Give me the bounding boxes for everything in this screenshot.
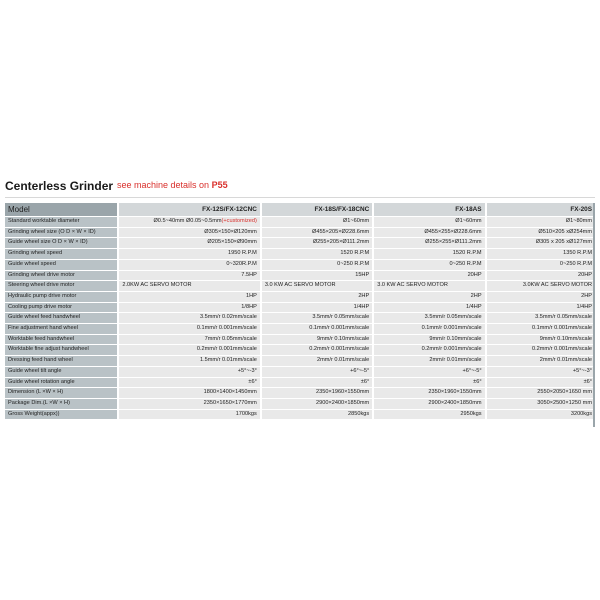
spec-value-text: 1/4HP <box>466 303 482 310</box>
spec-value <box>262 217 372 228</box>
spec-value-text: 7mm/r 0.05mm/scale <box>204 335 257 342</box>
spec-value-text: +6°~-5° <box>462 367 482 374</box>
spec-label: Gross Weight(appx)) <box>5 409 117 420</box>
spec-value <box>487 324 595 335</box>
spec-value-text: 1/8HP <box>241 303 257 310</box>
spec-value <box>262 259 372 270</box>
spec-value-text: ±6° <box>473 378 482 385</box>
spec-value-text: Ø1~60mm <box>342 218 370 224</box>
spec-value-text: 2350×1960×1550mm <box>316 389 370 396</box>
table-right-edge <box>593 203 595 427</box>
spec-value <box>262 324 372 335</box>
spec-value <box>374 356 484 367</box>
spec-value <box>374 259 484 270</box>
spec-value-text: 3.5mm/r 0.05mm/scale <box>535 314 592 321</box>
spec-value-text: 3.5mm/r 0.05mm/scale <box>312 314 370 321</box>
spec-value-text: 3.0KW AC SERVO MOTOR <box>522 282 592 289</box>
spec-value <box>374 302 484 313</box>
table-header-row <box>5 203 595 217</box>
spec-value <box>119 388 259 399</box>
spec-value-text: 20HP <box>467 271 482 278</box>
spec-value <box>374 377 484 388</box>
spec-value-text: 2HP <box>358 292 370 299</box>
spec-value <box>487 270 595 281</box>
spec-value <box>262 345 372 356</box>
spec-value-text: 2950kgs <box>460 410 482 417</box>
spec-row <box>5 270 595 281</box>
model-header-cell: FX-18AS <box>374 203 484 217</box>
spec-value <box>374 409 484 420</box>
machine-details-reference <box>117 180 228 190</box>
spec-value-text: +5°~-3° <box>572 367 592 374</box>
spec-value <box>374 313 484 324</box>
spec-value-text: 0~250 R.P.M <box>449 260 482 267</box>
spec-value-text: 3.0 KW AC SERVO MOTOR <box>264 282 336 289</box>
spec-value <box>374 238 484 249</box>
spec-value-text: +5°~-3° <box>237 367 257 374</box>
spec-value <box>374 398 484 409</box>
spec-value-text: ±6° <box>360 378 370 385</box>
spec-value-text: 2mm/r 0.01mm/scale <box>429 357 482 364</box>
spec-value <box>119 291 259 302</box>
spec-value-text: 9mm/r 0.10mm/scale <box>539 335 592 342</box>
spec-row <box>5 377 595 388</box>
spec-value <box>487 238 595 249</box>
spec-value <box>374 281 484 292</box>
spec-value-text: Ø510×205 xØ254mm <box>538 228 592 235</box>
spec-value <box>487 217 595 228</box>
spec-value-text: 0.2mm/r 0.001mm/scale <box>196 346 257 353</box>
spec-value <box>262 388 372 399</box>
spec-value-text: 1350 R.P.M <box>563 250 592 257</box>
spec-value-text: 2HP <box>581 292 592 299</box>
spec-value-text: Ø255×255×Ø111.2mm <box>425 239 482 246</box>
spec-value <box>119 366 259 377</box>
spec-value-text: ±6° <box>248 378 257 385</box>
spec-value <box>374 227 484 238</box>
spec-value-text: Ø0.5~40mm Ø0.05~0.5mm <box>153 218 222 224</box>
spec-value <box>119 302 259 313</box>
spec-value-text: 0.1mm/r 0.001mm/scale <box>196 325 257 332</box>
model-header-cell: FX-20S <box>487 203 595 217</box>
spec-value <box>119 238 259 249</box>
spec-label: Guide wheel rotation angle <box>5 377 117 388</box>
spec-value <box>487 334 595 345</box>
spec-row <box>5 217 595 228</box>
spec-row <box>5 409 595 420</box>
spec-value-text: Ø455×255×Ø228.6mm <box>424 228 482 235</box>
spec-value <box>119 227 259 238</box>
spec-value <box>487 302 595 313</box>
spec-value-text: 0.2mm/r 0.001mm/scale <box>309 346 370 353</box>
spec-value-text: 3050×2500×1250 mm <box>537 399 592 406</box>
spec-row <box>5 291 595 302</box>
spec-value-text: 9mm/r 0.10mm/scale <box>316 335 370 342</box>
spec-value <box>262 281 372 292</box>
spec-value <box>262 366 372 377</box>
spec-label: Fine adjustment hand wheel <box>5 324 117 335</box>
spec-label: Standard worktable diameter <box>5 217 117 228</box>
spec-value-text: 1800×1400×1450mm <box>203 389 257 396</box>
spec-value <box>262 238 372 249</box>
reference-page: P55 <box>211 180 228 190</box>
spec-value <box>262 356 372 367</box>
spec-value-text: Ø205×150×Ø90mm <box>207 239 257 246</box>
model-header-cell: FX-12S/FX-12CNC <box>119 203 259 217</box>
spec-value-text: 9mm/r 0.10mm/scale <box>429 335 482 342</box>
spec-row <box>5 356 595 367</box>
spec-value-text: 1950 R.P.M <box>228 250 257 257</box>
spec-label: Package Dim.(L ×W × H) <box>5 398 117 409</box>
spec-row <box>5 281 595 292</box>
spec-value <box>119 377 259 388</box>
spec-value <box>487 398 595 409</box>
spec-value-text: 1HP <box>245 292 257 299</box>
spec-value <box>487 249 595 260</box>
spec-value-text: 1/4HP <box>576 303 592 310</box>
spec-value <box>487 281 595 292</box>
spec-row <box>5 398 595 409</box>
spec-value <box>119 313 259 324</box>
spec-value <box>374 366 484 377</box>
spec-label: Guide wheel speed <box>5 259 117 270</box>
spec-value <box>119 324 259 335</box>
spec-value <box>487 409 595 420</box>
spec-row <box>5 345 595 356</box>
spec-value <box>262 291 372 302</box>
spec-table <box>5 203 595 420</box>
spec-value-text: 3200kgs <box>570 410 592 417</box>
model-header-cell: FX-18S/FX-18CNC <box>262 203 372 217</box>
spec-value-text: 15HP <box>355 271 370 278</box>
spec-value <box>487 388 595 399</box>
spec-value <box>262 409 372 420</box>
spec-value <box>262 270 372 281</box>
spec-row <box>5 227 595 238</box>
spec-value <box>374 249 484 260</box>
spec-value <box>487 259 595 270</box>
spec-value <box>262 227 372 238</box>
spec-value <box>262 249 372 260</box>
spec-row <box>5 334 595 345</box>
spec-label: Guide wheel feed handwheel <box>5 313 117 324</box>
spec-row <box>5 324 595 335</box>
spec-value <box>119 281 259 292</box>
spec-value-text: Ø455×205×Ø228.6mm <box>311 228 370 235</box>
spec-value <box>374 217 484 228</box>
spec-value <box>374 345 484 356</box>
spec-value-text: 2.0KW AC SERVO MOTOR <box>122 282 192 289</box>
spec-value <box>487 313 595 324</box>
spec-value-text: 1.5mm/r 0.01mm/scale <box>199 357 257 364</box>
spec-row <box>5 313 595 324</box>
spec-row <box>5 302 595 313</box>
spec-value <box>119 217 259 228</box>
spec-value <box>487 356 595 367</box>
spec-value-text: 2HP <box>470 292 482 299</box>
spec-value <box>262 377 372 388</box>
spec-value-text: 3.5mm/r 0.02mm/scale <box>199 314 257 321</box>
spec-value <box>119 398 259 409</box>
spec-value <box>262 313 372 324</box>
spec-value-text: 0~320R.P.M <box>226 260 257 267</box>
spec-value-text: 2mm/r 0.01mm/scale <box>539 357 592 364</box>
spec-value <box>487 366 595 377</box>
customized-note: (+customized) <box>221 218 257 224</box>
spec-value-text: 2900×2400×1850mm <box>428 399 482 406</box>
page-title: Centerless Grinder <box>5 179 114 193</box>
spec-row <box>5 238 595 249</box>
spec-value <box>119 249 259 260</box>
spec-label: Worktable fine adjust handwheel <box>5 345 117 356</box>
spec-value-text: 0.2mm/r 0.001mm/scale <box>532 346 592 353</box>
spec-value <box>487 227 595 238</box>
spec-value <box>262 334 372 345</box>
spec-row <box>5 249 595 260</box>
spec-value <box>374 324 484 335</box>
spec-value-text: 0.1mm/r 0.001mm/scale <box>532 325 592 332</box>
page-header <box>5 179 595 195</box>
spec-label: Worktable feed handwheel <box>5 334 117 345</box>
spec-label: Grinding wheel speed <box>5 249 117 260</box>
spec-label: Dressing feed hand wheel <box>5 356 117 367</box>
spec-label: Grinding wheel drive motor <box>5 270 117 281</box>
spec-value-text: 2350×1650×1770mm <box>203 399 257 406</box>
spec-value <box>119 334 259 345</box>
spec-value <box>374 291 484 302</box>
spec-label: Dimension (L ×W × H) <box>5 388 117 399</box>
spec-value <box>487 291 595 302</box>
spec-value-text: Ø1~80mm <box>565 218 592 224</box>
spec-value-text: 7.5HP <box>241 271 257 278</box>
spec-value-text: 1700kgs <box>235 410 257 417</box>
spec-value-text: 1520 R.P.M <box>340 250 370 257</box>
spec-value <box>119 270 259 281</box>
spec-value <box>119 356 259 367</box>
spec-value <box>374 270 484 281</box>
spec-value-text: +6°~-5° <box>350 367 370 374</box>
spec-value-text: 2550×2050×1650 mm <box>537 389 592 396</box>
spec-value-text: 0~250 R.P.M <box>559 260 592 267</box>
spec-value <box>262 302 372 313</box>
spec-value-text: Ø305 x 205 xØ127mm <box>535 239 592 246</box>
spec-value <box>119 345 259 356</box>
spec-row <box>5 388 595 399</box>
title-divider <box>5 197 595 198</box>
spec-value-text: 2850kgs <box>348 410 370 417</box>
spec-value <box>374 388 484 399</box>
spec-value <box>374 334 484 345</box>
spec-value <box>119 259 259 270</box>
spec-value-text: 20HP <box>578 271 592 278</box>
spec-value-text: 1/4HP <box>353 303 370 310</box>
spec-value <box>262 398 372 409</box>
spec-value <box>487 377 595 388</box>
spec-value-text: 0.1mm/r 0.001mm/scale <box>309 325 370 332</box>
spec-value-text: 0~250 R.P.M <box>337 260 370 267</box>
spec-value-text: ±6° <box>583 378 592 385</box>
spec-value-text: 3.0 KW AC SERVO MOTOR <box>377 282 448 289</box>
spec-label: Guide wheel tilt angle <box>5 366 117 377</box>
spec-label: Hydraulic pump drive motor <box>5 291 117 302</box>
reference-text: see machine details on <box>117 180 210 190</box>
spec-value-text: 0.1mm/r 0.001mm/scale <box>421 325 482 332</box>
spec-label: Steering wheel drive motor <box>5 281 117 292</box>
spec-value-text: 2900×2400×1850mm <box>316 399 370 406</box>
spec-label: Cooling pump drive motor <box>5 302 117 313</box>
spec-value-text: 0.2mm/r 0.001mm/scale <box>421 346 482 353</box>
spec-label: Grinding wheel size (O D × W × ID) <box>5 227 117 238</box>
spec-value <box>119 409 259 420</box>
spec-label: Guide wheel size O D × W × ID) <box>5 238 117 249</box>
spec-value-text: Ø305×150×Ø120mm <box>204 228 257 235</box>
spec-value-text: 2350×1960×1550mm <box>428 389 482 396</box>
spec-row <box>5 366 595 377</box>
header-model-label: Model <box>5 203 117 217</box>
spec-value-text: Ø1~60mm <box>455 218 482 224</box>
spec-value-text: 1520 R.P.M <box>452 250 482 257</box>
spec-row <box>5 259 595 270</box>
spec-table-body <box>5 203 595 420</box>
spec-value-text: 3.5mm/r 0.05mm/scale <box>424 314 482 321</box>
spec-value-text: 2mm/r 0.01mm/scale <box>316 357 370 364</box>
spec-value-text: Ø255×205×Ø111.2mm <box>312 239 370 246</box>
spec-value <box>487 345 595 356</box>
